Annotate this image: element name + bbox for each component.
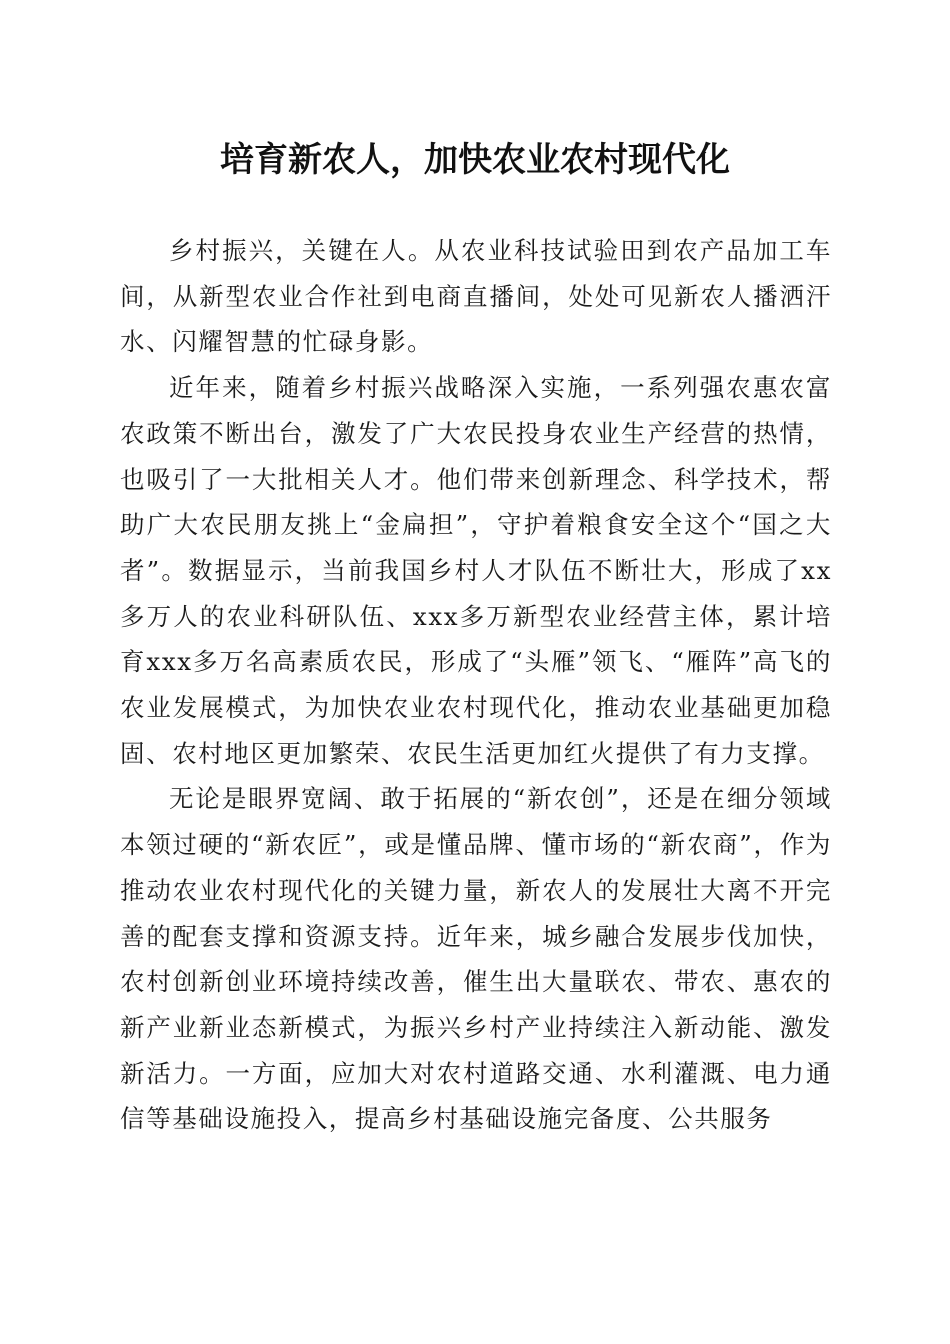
article-body [120, 228, 832, 1142]
page-title: 培育新农人，加快农业农村现代化 [220, 140, 730, 180]
paragraph-1: 乡村振兴，关键在人。从农业科技试验田到农产品加工车间，从新型农业合作社到电商直播间，处处可见新农人播洒汗水、闪耀智慧的忙碌身影。 [120, 236, 832, 357]
paragraph-2: 近年来，随着乡村振兴战略深入实施，一系列强农惠农富农政策不断出台，激发了广大农民投身农业生产经营的热情，也吸引了一大批相关人才。他们带来创新理念、科学技术，帮助广大农民朋友挑上“金扁担”，守护着粮食安全这个“国之大者”。数据显示，当前我国乡村人才队伍不断壮大，形成了xx多万人的农业科研队伍、xxx多万新型农业经营主体，累计培育xxx多万名高素质农民，形成了“头雁”领飞、“雁阵”高飞的农业发展模式，为加快农业农村现代化，推动农业基础更加稳固、农村地区更加繁荣、农民生活更加红火提供了有力支撑。 [120, 373, 832, 768]
paragraph-3: 无论是眼界宽阔、敢于拓展的“新农创”，还是在细分领域本领过硬的“新农匠”，或是懂品牌、懂市场的“新农商”，作为推动农业农村现代化的关键力量，新农人的发展壮大离不开完善的配套支撑和资源支持。近年来，城乡融合发展步伐加快，农村创新创业环境持续改善，催生出大量联农、带农、惠农的新产业新业态新模式，为振兴乡村产业持续注入新动能、激发新活力。一方面，应加大对农村道路交通、水利灌溉、电力通信等基础设施投入，提高乡村基础设施完备度、公共服务 [120, 784, 832, 1134]
